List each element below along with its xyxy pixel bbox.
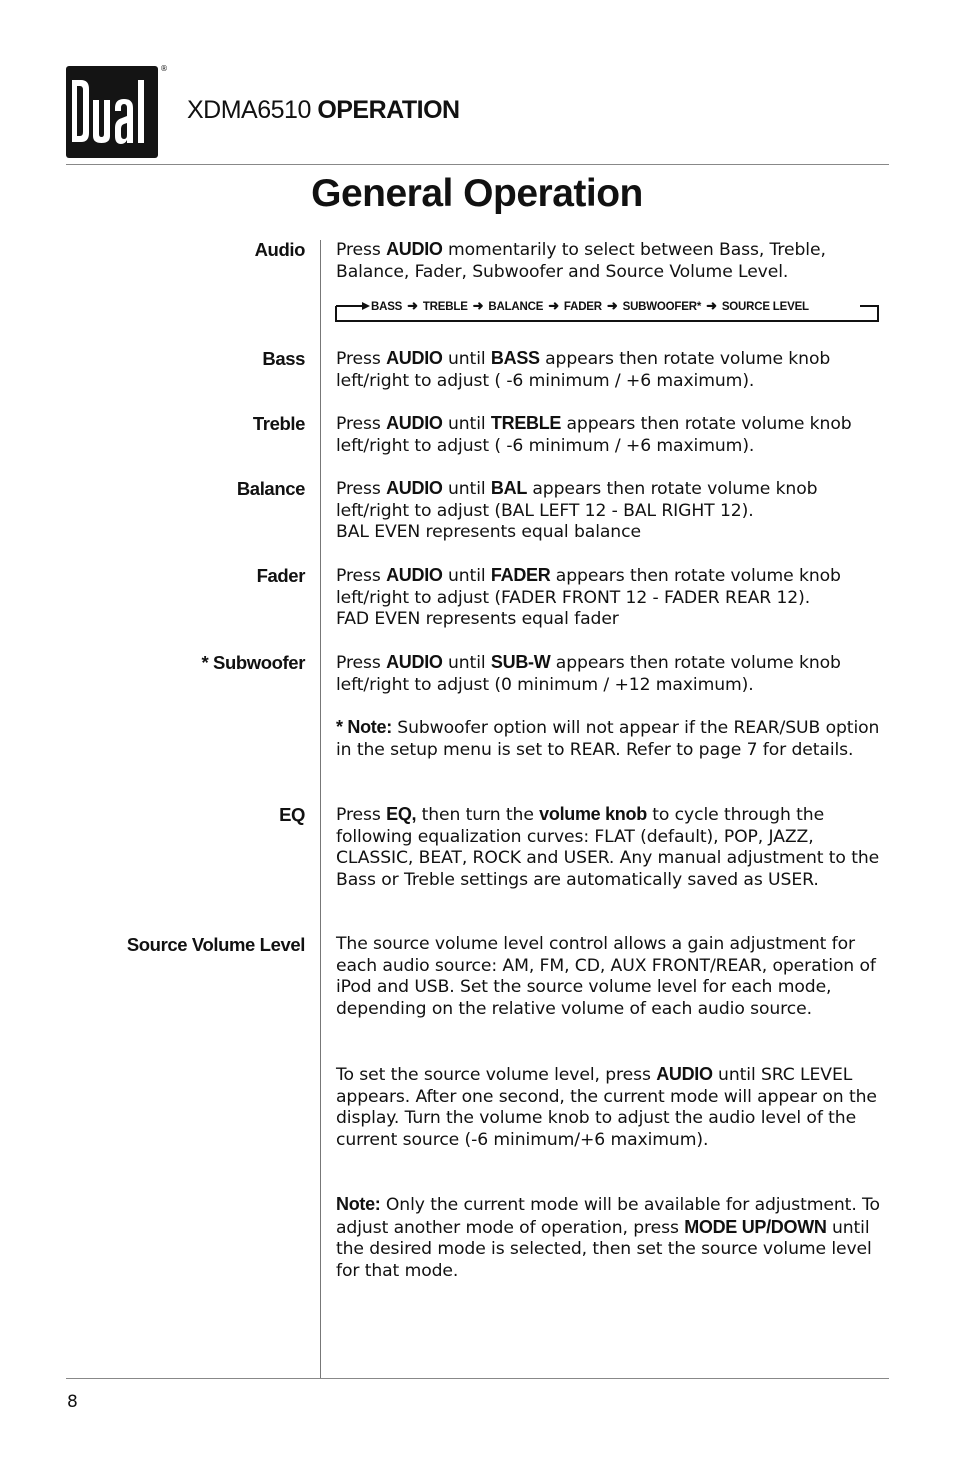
treble-text-3: appears then rotate volume knob left/right to adjust ( -6 minimum / +6 maximum). <box>336 414 852 456</box>
treble-bold-1: AUDIO <box>386 413 443 433</box>
top-rule <box>66 164 889 165</box>
fader-text-4: FAD EVEN represents equal fader <box>336 609 619 630</box>
subwoofer-text-1: Press <box>336 653 387 673</box>
treble-bold-2: TREBLE <box>490 413 562 433</box>
source-p3-text-1: Only the current mode will be available for adjustment. To adjust another mode of operation, press <box>336 1195 880 1238</box>
source-p2-bold-1: AUDIO <box>656 1064 713 1084</box>
bass-text-3: appears then rotate volume knob left/right to adjust ( -6 minimum / +6 maximum). <box>336 349 831 391</box>
audio-text-2: momentarily to select between Bass, Treble, Balance, Fader, Subwoofer and Source Volume Level. <box>336 240 826 282</box>
cycle-steps <box>371 298 809 314</box>
dual-logo-mark <box>66 66 158 158</box>
label-source-volume-level: Source Volume Level <box>126 934 305 955</box>
bass-text-1: Press <box>336 349 387 369</box>
column-divider <box>320 240 321 1378</box>
arrow-right-icon: ➜ <box>548 298 559 313</box>
registered-mark: ® <box>160 64 168 73</box>
audio-text-1: Press <box>336 240 387 260</box>
source-p2-text-1: To set the source volume level, press <box>336 1065 657 1085</box>
balance-bold-1: AUDIO <box>386 478 443 498</box>
balance-text-1: Press <box>336 479 387 499</box>
label-balance: Balance <box>236 478 305 499</box>
subwoofer-bold-2: SUB-W <box>490 652 551 672</box>
audio-cycle-diagram <box>334 297 880 323</box>
dual-logo <box>66 66 158 158</box>
note-label: * Note: <box>336 717 392 737</box>
arrow-right-icon: ➜ <box>706 298 717 313</box>
step-bass: BASS <box>371 301 403 313</box>
eq-text-2: then turn the <box>416 805 540 825</box>
step-balance: BALANCE <box>488 301 544 313</box>
bass-text-2: until <box>442 349 491 369</box>
arrow-right-icon: ➜ <box>407 298 418 313</box>
header-title <box>187 96 460 125</box>
text-balance <box>336 478 892 544</box>
eq-bold-1: EQ, <box>386 804 417 824</box>
label-fader: Fader <box>256 565 305 586</box>
fader-text-3: appears then rotate volume knob left/right to adjust (FADER FRONT 12 - FADER REAR 12). <box>336 566 841 608</box>
page-title: General Operation <box>311 172 643 215</box>
bass-bold-1: AUDIO <box>386 348 443 368</box>
text-subwoofer <box>336 652 892 696</box>
bass-bold-2: BASS <box>490 348 540 368</box>
label-treble: Treble <box>252 413 305 434</box>
audio-bold-1: AUDIO <box>386 239 443 259</box>
label-subwoofer: * Subwoofer <box>201 652 305 673</box>
text-fader <box>336 565 892 631</box>
step-subwoofer: SUBWOOFER* <box>622 301 702 313</box>
arrow-right-icon: ➜ <box>472 298 484 313</box>
text-bass <box>336 348 892 392</box>
model-name: XDMA6510 <box>187 96 311 124</box>
source-p2-text-2: until SRC LEVEL appears. After one second, the current mode will appear on the display. Turn the volume knob to adjust the audio level of the current source (-6 minimum/+6 maximum). <box>336 1065 877 1151</box>
subwoofer-text-3: appears then rotate volume knob left/right to adjust (0 minimum / +12 maximum). <box>336 653 841 695</box>
text-audio <box>336 239 892 283</box>
balance-text-4: BAL EVEN represents equal balance <box>336 522 641 543</box>
eq-text-3: to cycle through the following equalization curves: FLAT (default), POP, JAZZ, CLASSIC, BEAT, ROCK and USER. Any manual adjustment to the Bass or Treble settings are automatically saved as USER. <box>336 805 880 891</box>
source-p3-bold-2: MODE UP/DOWN <box>684 1216 827 1237</box>
fader-text-2: until <box>442 566 491 586</box>
section-name: OPERATION <box>317 96 460 124</box>
arrow-right-icon: ➜ <box>606 298 618 313</box>
step-treble: TREBLE <box>422 301 468 313</box>
step-source-level: SOURCE LEVEL <box>721 301 809 313</box>
step-fader: FADER <box>563 301 602 313</box>
page-number: 8 <box>67 1392 78 1412</box>
subwoofer-bold-1: AUDIO <box>386 652 443 672</box>
subwoofer-note <box>336 717 892 761</box>
source-p3-text-2: until the desired mode is selected, then set the source volume level for that mode. <box>336 1217 872 1282</box>
label-bass: Bass <box>262 348 305 369</box>
source-level-para-1: The source volume level control allows a gain adjustment for each audio source: AM, FM, CD, AUX FRONT/REAR, operation of iPod and USB. Set the source volume level for each mode, depending on the relative volume of each audio source. <box>336 934 876 1020</box>
source-level-para-2 <box>336 1064 892 1152</box>
treble-text-1: Press <box>336 414 387 434</box>
text-treble <box>336 413 892 457</box>
balance-text-2: until <box>442 479 491 499</box>
balance-bold-2: BAL <box>490 478 528 498</box>
source-p3-bold-1: Note: <box>336 1194 381 1214</box>
fader-bold-2: FADER <box>490 565 551 585</box>
treble-text-2: until <box>442 414 491 434</box>
label-eq: EQ <box>279 804 305 825</box>
label-audio: Audio <box>254 239 305 260</box>
source-level-para-3 <box>336 1194 892 1283</box>
note-text: Subwoofer option will not appear if the REAR/SUB option in the setup menu is set to REAR. Refer to page 7 for details. <box>336 718 880 760</box>
balance-text-3: appears then rotate volume knob left/right to adjust (BAL LEFT 12 - BAL RIGHT 12). <box>336 479 818 521</box>
bottom-rule <box>66 1378 889 1379</box>
eq-text-1: Press <box>336 805 387 825</box>
fader-bold-1: AUDIO <box>386 565 443 585</box>
eq-bold-2: volume knob <box>539 804 647 824</box>
text-eq <box>336 804 892 892</box>
subwoofer-text-2: until <box>442 653 491 673</box>
fader-text-1: Press <box>336 566 387 586</box>
